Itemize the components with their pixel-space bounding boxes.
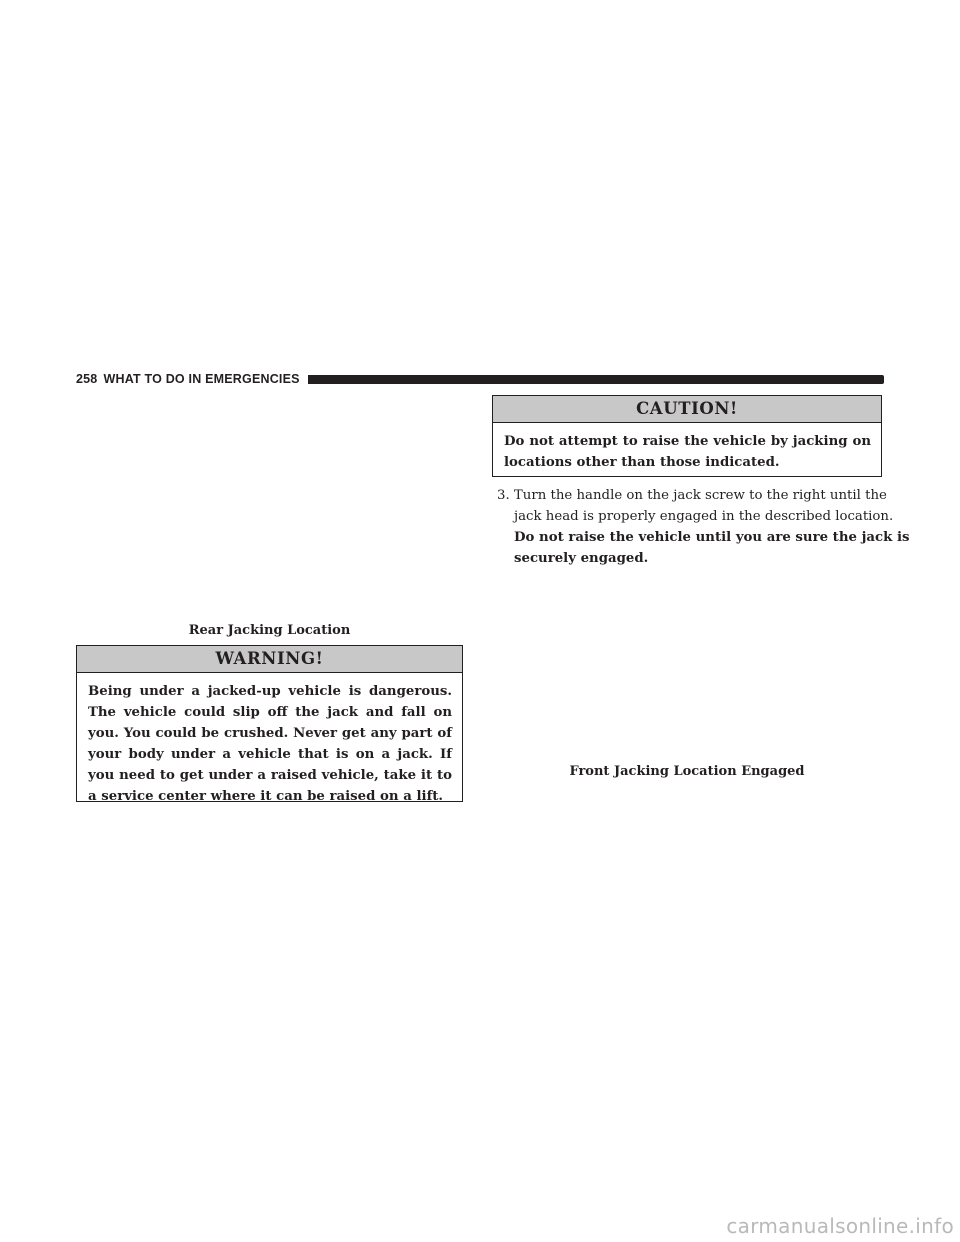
step-3-line-2: jack head is properly engaged in the described location. xyxy=(514,509,894,524)
rear-jacking-caption: Rear Jacking Location xyxy=(188,623,351,638)
step-3 xyxy=(497,485,910,569)
warning-title: WARNING! xyxy=(77,646,462,673)
page-header xyxy=(76,371,884,387)
caution-title: CAUTION! xyxy=(493,396,881,423)
step-3-line-3: Do not raise the vehicle until you are sure the jack is xyxy=(514,530,910,545)
step-3-line-1: 3. Turn the handle on the jack screw to the right until the xyxy=(497,488,887,503)
section-title: WHAT TO DO IN EMERGENCIES xyxy=(103,372,300,386)
step-3-line-4: securely engaged. xyxy=(514,551,649,566)
header-rule xyxy=(308,375,884,384)
watermark: carmanualsonline.info xyxy=(726,1214,954,1238)
front-jacking-caption: Front Jacking Location Engaged xyxy=(569,764,805,779)
page-number: 258 xyxy=(76,372,98,386)
caution-text: Do not attempt to raise the vehicle by jacking on locations other than those indicated. xyxy=(504,434,871,470)
caution-box xyxy=(492,395,882,477)
warning-box xyxy=(76,645,463,802)
warning-text: Being under a jacked-up vehicle is dangerous. The vehicle could slip off the jack and fall on you. You could be crushed. Never get any part of your body under a vehicle that is on a jack. If you need to get under a raised vehicle, take it to a service center where it can be raised on a lift. xyxy=(88,684,452,804)
